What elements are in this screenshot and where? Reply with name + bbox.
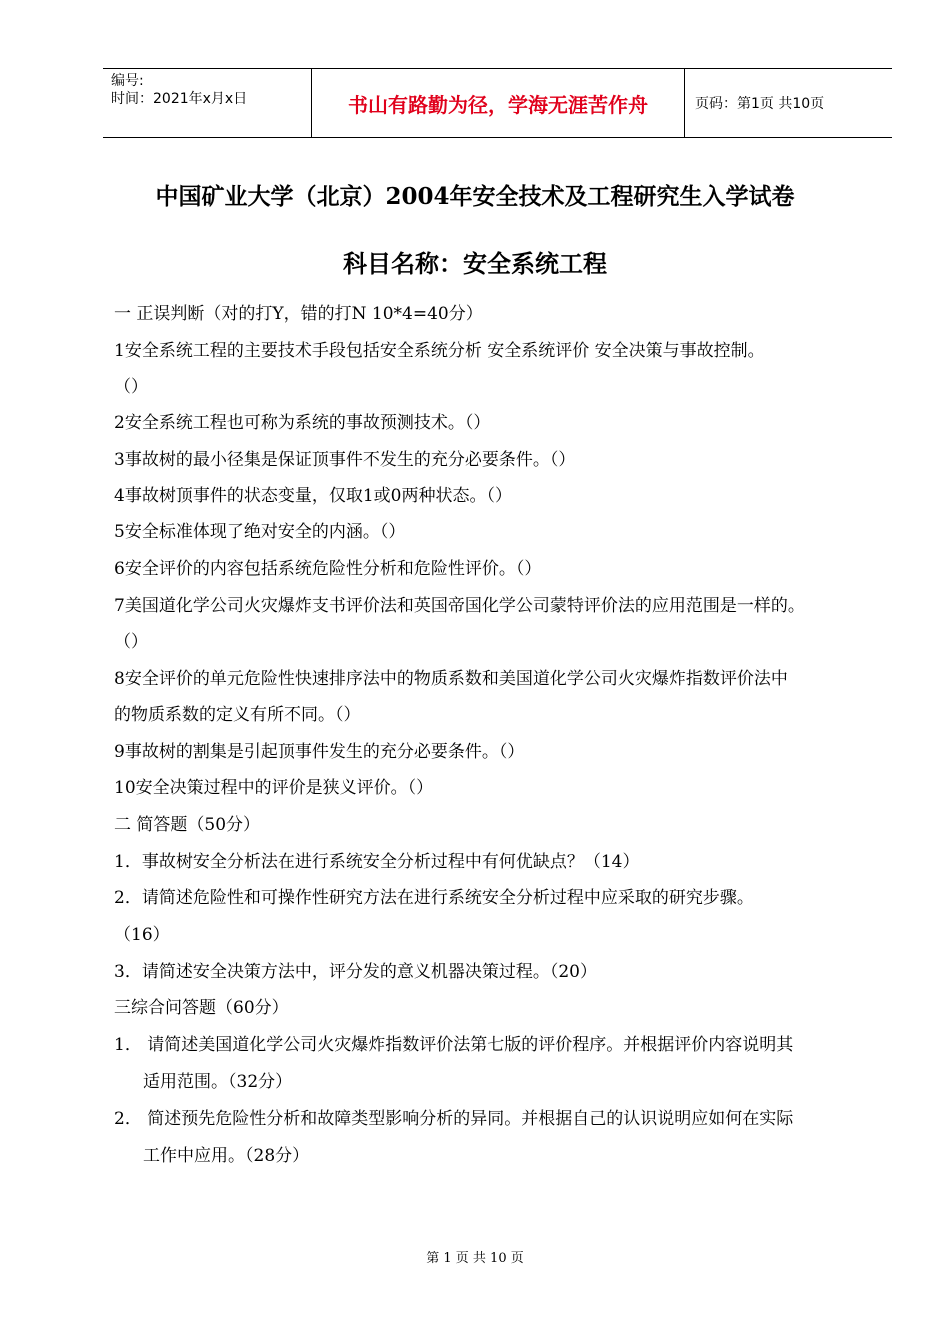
question-line: 5安全标准体现了绝对安全的内涵。（）: [114, 522, 406, 542]
question-line: 6安全评价的内容包括系统危险性分析和危险性评价。（）: [114, 559, 542, 579]
question-line: 3事故树的最小径集是保证顶事件不发生的充分必要条件。（）: [114, 450, 576, 470]
question-line: 4事故树顶事件的状态变量，仅取1或0两种状态。（）: [114, 486, 512, 506]
question-line: 9事故树的割集是引起顶事件发生的充分必要条件。（）: [114, 742, 525, 762]
question-line: 1． 请简述美国道化学公司火灾爆炸指数评价法第七版的评价程序。并根据评价内容说明其: [114, 1035, 794, 1055]
question-line: 工作中应用。（28分）: [143, 1146, 310, 1166]
header-meta: [103, 69, 312, 137]
exam-title: 中国矿业大学（北京）2004年安全技术及工程研究生入学试卷: [155, 183, 795, 210]
question-line: 8安全评价的单元危险性快速排序法中的物质系数和美国道化学公司火灾爆炸指数评价法中: [114, 669, 788, 689]
question-line: 10安全决策过程中的评价是狭义评价。（）: [114, 778, 434, 798]
page-footer: 第 1 页 共 10 页: [426, 1251, 524, 1266]
question-line: 2． 简述预先危险性分析和故障类型影响分析的异同。并根据自己的认识说明应如何在实际: [114, 1109, 794, 1129]
subject-title: 科目名称：安全系统工程: [343, 249, 607, 278]
time-label: 时间：2021年x月x日: [111, 91, 248, 107]
question-line: （）: [114, 377, 148, 397]
page-header: [103, 68, 892, 138]
question-line: 7美国道化学公司火灾爆炸支书评价法和英国帝国化学公司蒙特评价法的应用范围是一样的。: [114, 596, 805, 616]
question-line: 3．请简述安全决策方法中，评分发的意义机器决策过程。（20）: [114, 962, 597, 982]
question-line: 1．事故树安全分析法在进行系统安全分析过程中有何优缺点？（14）: [114, 852, 640, 872]
header-page-info: 页码：第1页 共10页: [695, 96, 825, 112]
question-line: 的物质系数的定义有所不同。（）: [114, 705, 361, 725]
question-line: 2安全系统工程也可称为系统的事故预测技术。（）: [114, 413, 491, 433]
header-motto: 书山有路勤为径，学海无涯苦作舟: [312, 69, 685, 137]
question-line: 适用范围。（32分）: [143, 1072, 293, 1092]
section-1-heading: 一 正误判断（对的打Y，错的打N 10*4=40分）: [114, 304, 483, 324]
question-line: （）: [114, 632, 148, 652]
section-3-heading: 三综合问答题（60分）: [114, 998, 289, 1018]
section-2-heading: 二 简答题（50分）: [114, 815, 261, 835]
question-line: （16）: [114, 925, 170, 945]
question-line: 1安全系统工程的主要技术手段包括安全系统分析 安全系统评价 安全决策与事故控制。: [114, 341, 765, 361]
question-line: 2．请简述危险性和可操作性研究方法在进行系统安全分析过程中应采取的研究步骤。: [114, 888, 754, 908]
number-label: 编号:: [111, 73, 144, 89]
